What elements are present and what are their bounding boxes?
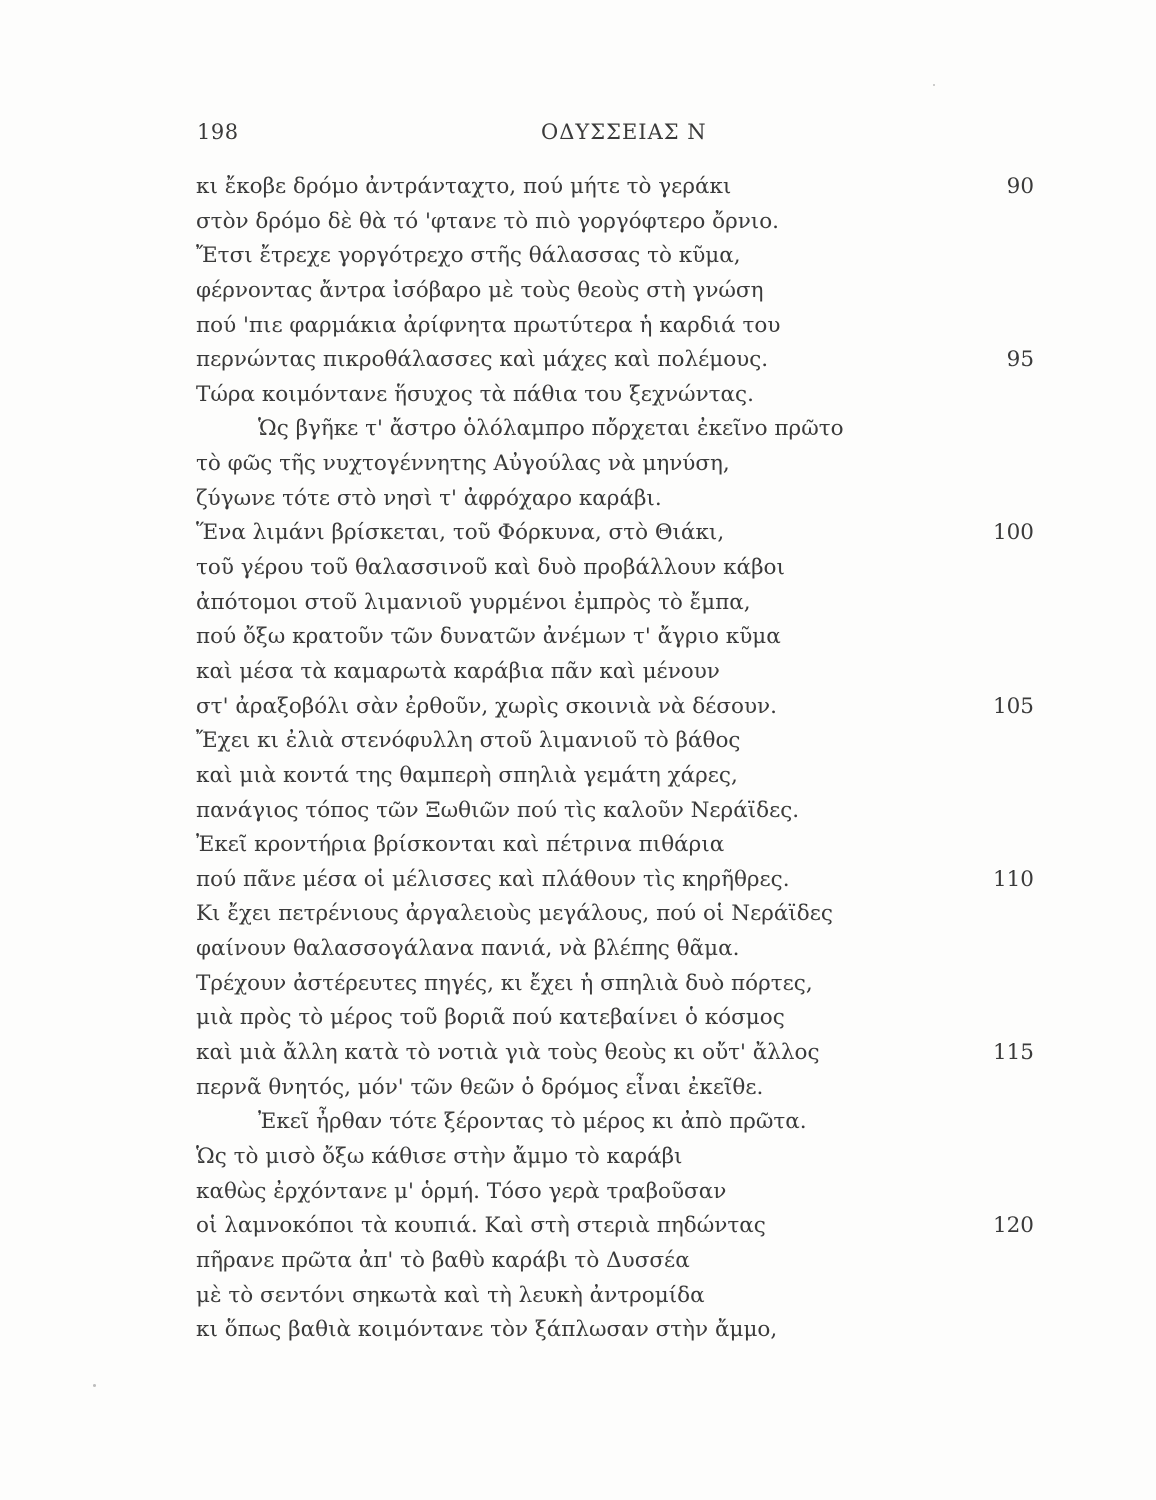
verse-text: Ὡς βγῆκε τ' ἄστρο ὁλόλαμπρο πὄρχεται ἐκεῖνο πρῶτο	[258, 416, 844, 442]
verse-line	[196, 620, 1034, 655]
verse-text: Ἔτσι ἔτρεχε γοργότρεχο στῆς θάλασσας τὸ κῦμα,	[196, 243, 741, 269]
verse-number: 110	[992, 866, 1034, 892]
verse-text: ἀπότομοι στοῦ λιμανιοῦ γυρμένοι ἐμπρὸς τὸ ἔμπα,	[196, 589, 751, 615]
verse-line	[196, 309, 1034, 344]
verse-number: 95	[1006, 347, 1034, 373]
verse-text: Ἕνα λιμάνι βρίσκεται, τοῦ Φόρκυνα, στὸ Θιάκι,	[196, 520, 725, 546]
verse-text: πού πᾶνε μέσα οἱ μέλισσες καὶ πλάθουν τὶς κηρῆθρες.	[196, 866, 790, 892]
verse-text: οἱ λαμνοκόποι τὰ κουπιά. Καὶ στὴ στεριὰ πηδώντας	[196, 1213, 766, 1239]
verse-text: Ὡς τὸ μισὸ ὄξω κάθισε στὴν ἄμμο τὸ καράβι	[196, 1143, 683, 1169]
verse-line	[196, 1209, 1034, 1244]
verse-text: ζύγωνε τότε στὸ νησὶ τ' ἀφρόχαρο καράβι.	[196, 485, 662, 511]
verse-line	[196, 586, 1034, 621]
verse-line	[196, 724, 1034, 759]
verse-line	[196, 655, 1034, 690]
verse-line	[196, 1313, 1034, 1348]
verse-line	[196, 551, 1034, 586]
verse-line	[196, 1140, 1034, 1175]
verse-text: Ἐκεῖ κροντήρια βρίσκονται καὶ πέτρινα πιθάρια	[196, 832, 725, 858]
verse-line	[196, 759, 1034, 794]
verse-line	[196, 343, 1034, 378]
verse-line	[196, 378, 1034, 413]
verse-text: περνώντας πικροθάλασσες καὶ μάχες καὶ πολέμους.	[196, 347, 769, 373]
paper-speck	[933, 84, 935, 86]
verse-text: πού ὄξω κρατοῦν τῶν δυνατῶν ἀνέμων τ' ἄγριο κῦμα	[196, 624, 781, 650]
verse-text: φέρνοντας ἄντρα ἰσόβαρο μὲ τοὺς θεοὺς στὴ γνώση	[196, 277, 764, 303]
verse-text: καὶ μιὰ ἄλλη κατὰ τὸ νοτιὰ γιὰ τοὺς θεοὺς κι οὔτ' ἄλλος	[196, 1040, 820, 1066]
verse-number: 115	[992, 1040, 1034, 1066]
verse-line	[196, 447, 1034, 482]
verse-line	[196, 794, 1034, 829]
verse-number: 100	[992, 520, 1034, 546]
verse-line	[196, 412, 1034, 447]
verse-block	[196, 170, 1034, 1348]
verse-line	[196, 932, 1034, 967]
page-number: 198	[197, 120, 239, 144]
verse-text: καὶ μιὰ κοντά της θαμπερὴ σπηλιὰ γεμάτη χάρες,	[196, 762, 738, 788]
verse-text: κι ἔκοβε δρόμο ἀντράνταχτο, πού μήτε τὸ γεράκι	[196, 174, 732, 199]
verse-text: Ἔχει κι ἐλιὰ στενόφυλλη στοῦ λιμανιοῦ τὸ βάθος	[196, 728, 741, 754]
verse-line	[196, 1175, 1034, 1210]
paper-speck	[93, 1384, 96, 1387]
verse-text: περνᾶ θνητός, μόν' τῶν θεῶν ὁ δρόμος εἶναι ἐκεῖθε.	[196, 1074, 764, 1100]
verse-text: πῆρανε πρῶτα ἀπ' τὸ βαθὺ καράβι τὸ Δυσσέα	[196, 1247, 690, 1273]
verse-line	[196, 897, 1034, 932]
verse-line	[196, 482, 1034, 517]
verse-text: τὸ φῶς τῆς νυχτογέννητης Αὐγούλας νὰ μηνύση,	[196, 451, 730, 477]
verse-text: πού 'πιε φαρμάκια ἀρίφνητα πρωτύτερα ἡ καρδιά του	[196, 312, 781, 338]
verse-line	[196, 239, 1034, 274]
verse-line	[196, 205, 1034, 240]
verse-number: 105	[992, 693, 1034, 719]
verse-number: 90	[1006, 174, 1034, 199]
verse-line	[196, 690, 1034, 725]
verse-text: Ἐκεῖ ἦρθαν τότε ξέροντας τὸ μέρος κι ἀπὸ πρῶτα.	[258, 1109, 807, 1135]
verse-text: στ' ἀραξοβόλι σὰν ἐρθοῦν, χωρὶς σκοινιὰ νὰ δέσουν.	[196, 693, 777, 719]
running-header	[197, 120, 1033, 156]
verse-line	[196, 1036, 1034, 1071]
verse-text: πανάγιος τόπος τῶν Ξωθιῶν πού τὶς καλοῦν Νεράϊδες.	[196, 797, 800, 823]
verse-text: φαίνουν θαλασσογάλανα πανιά, νὰ βλέπης θᾶμα.	[196, 936, 740, 962]
verse-text: κι ὅπως βαθιὰ κοιμόντανε τὸν ξάπλωσαν στὴν ἄμμο,	[196, 1317, 778, 1343]
verse-text: στὸν δρόμο δὲ θὰ τό 'φτανε τὸ πιὸ γοργόφτερο ὄρνιο.	[196, 208, 780, 234]
verse-text: τοῦ γέρου τοῦ θαλασσινοῦ καὶ δυὸ προβάλλουν κάβοι	[196, 555, 785, 581]
verse-line	[196, 274, 1034, 309]
verse-text: Τρέχουν ἀστέρευτες πηγές, κι ἔχει ἡ σπηλιὰ δυὸ πόρτες,	[196, 970, 813, 996]
verse-line	[196, 516, 1034, 551]
verse-text: μιὰ πρὸς τὸ μέρος τοῦ βοριᾶ πού κατεβαίνει ὁ κόσμος	[196, 1005, 785, 1031]
verse-line	[196, 1105, 1034, 1140]
verse-line	[196, 1244, 1034, 1279]
verse-line	[196, 1071, 1034, 1106]
running-title: ΟΔΥΣΣΕΙΑΣ Ν	[541, 120, 707, 144]
verse-text: μὲ τὸ σεντόνι σηκωτὰ καὶ τὴ λευκὴ ἀντρομίδα	[196, 1282, 705, 1308]
verse-text: Κι ἔχει πετρένιους ἀργαλειοὺς μεγάλους, πού οἱ Νεράϊδες	[196, 901, 833, 927]
verse-line	[196, 967, 1034, 1002]
verse-text: καθὼς ἐρχόντανε μ' ὁρμή. Τόσο γερὰ τραβοῦσαν	[196, 1178, 727, 1204]
verse-line	[196, 170, 1034, 205]
verse-line	[196, 828, 1034, 863]
verse-line	[196, 863, 1034, 898]
verse-line	[196, 1279, 1034, 1314]
verse-text: καὶ μέσα τὰ καμαρωτὰ καράβια πᾶν καὶ μένουν	[196, 658, 720, 684]
verse-text: Τώρα κοιμόντανε ἥσυχος τὰ πάθια του ξεχνώντας.	[196, 381, 754, 407]
verse-line	[196, 1001, 1034, 1036]
verse-number: 120	[992, 1213, 1034, 1239]
